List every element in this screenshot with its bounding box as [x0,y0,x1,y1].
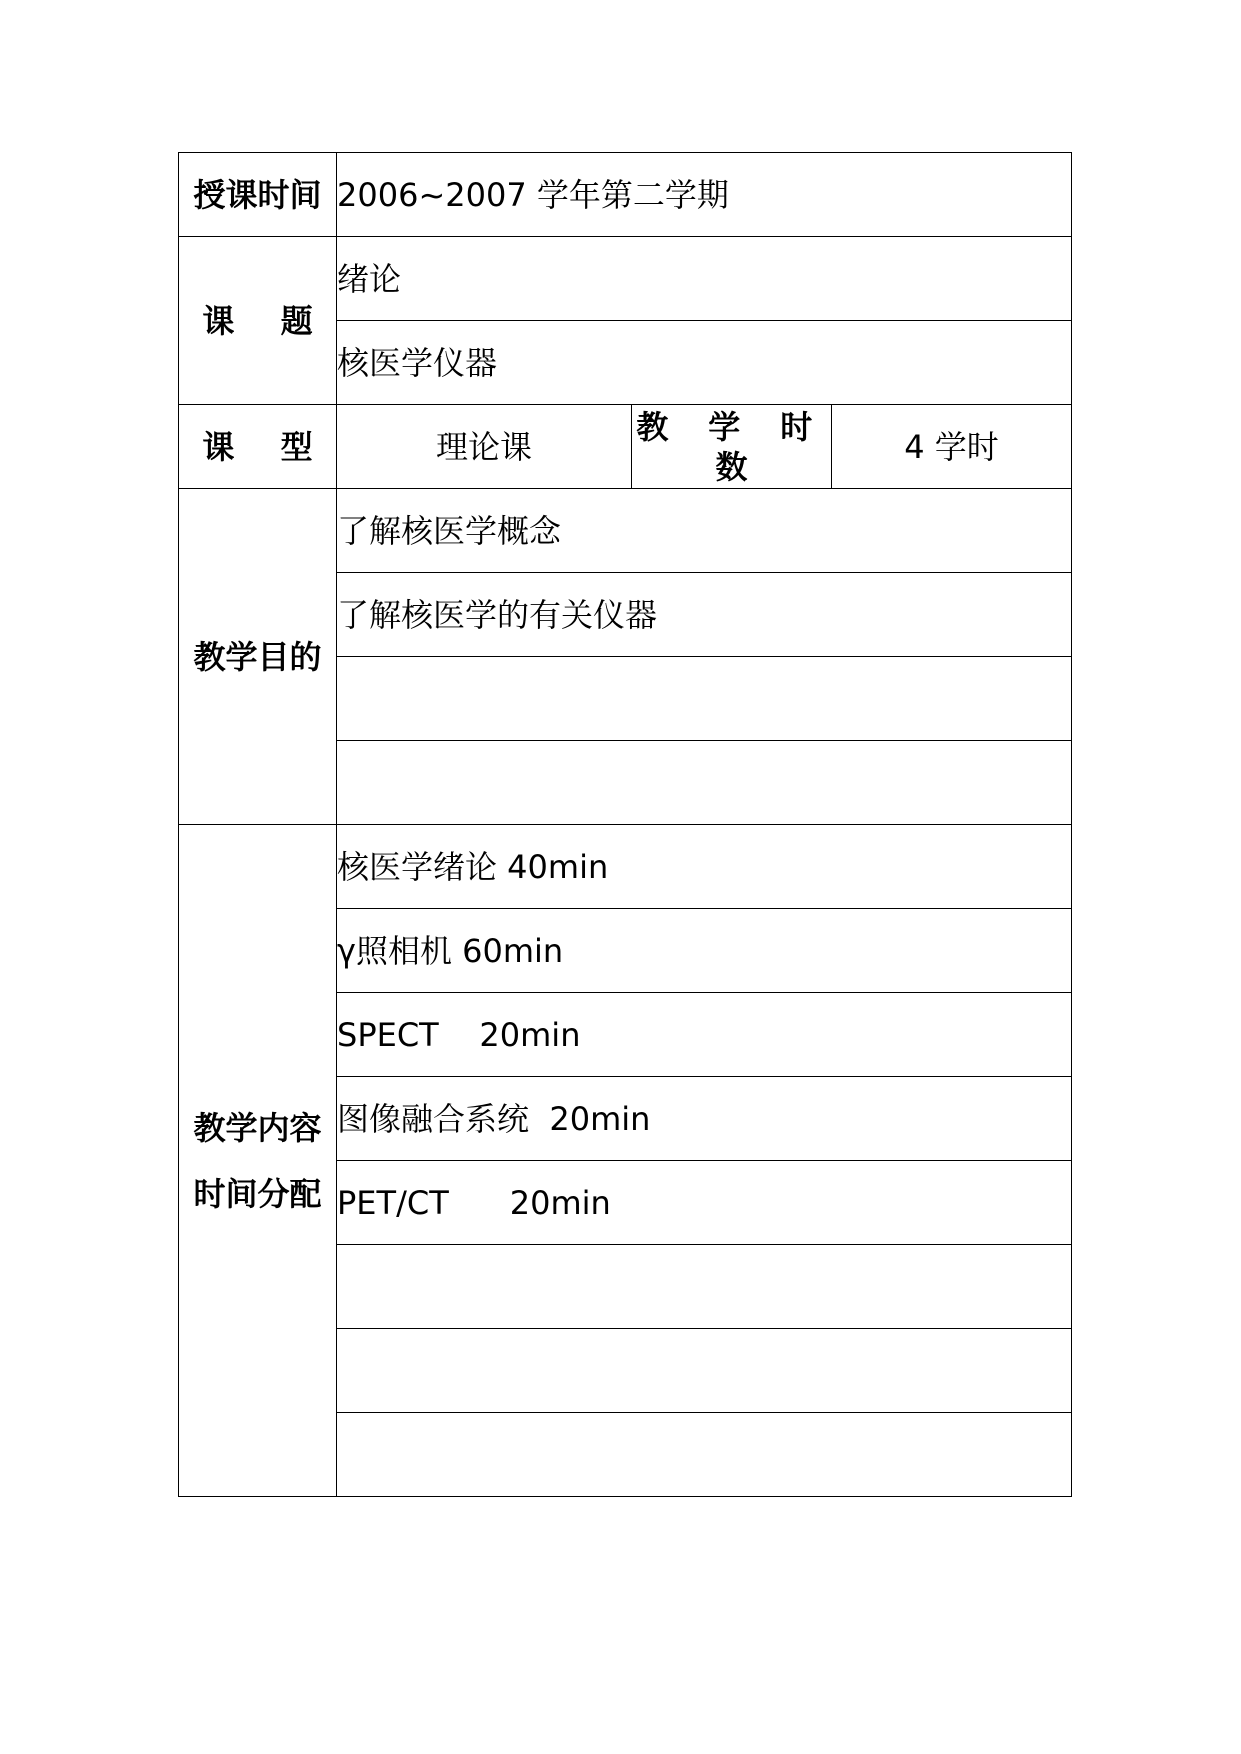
row-schedule [179,153,1072,237]
row-content [179,825,1072,909]
content-item: SPECT 20min [337,993,1072,1077]
schedule-value: 2006~2007 学年第二学期 [337,153,1072,237]
content-item: γ照相机 60min [337,909,1072,993]
objective-item [337,657,1072,741]
topic-label: 课 题 [179,237,337,405]
objective-item: 了解核医学概念 [337,489,1072,573]
content-item [337,1413,1072,1497]
teaching-hours-label: 教 学 时 数 [632,405,832,489]
lesson-plan-table [178,152,1072,1497]
lesson-type-label: 课 型 [179,405,337,489]
objectives-label: 教学目的 [179,489,337,825]
content-label-line1: 教学内容 [193,1108,322,1147]
content-label-line2: 时间分配 [193,1174,322,1213]
objective-item: 了解核医学的有关仪器 [337,573,1072,657]
content-item: 图像融合系统 20min [337,1077,1072,1161]
row-objective [179,489,1072,573]
teaching-hours-value: 4 学时 [832,405,1072,489]
content-item [337,1245,1072,1329]
topic-item: 绪论 [337,237,1072,321]
lesson-type-value: 理论课 [337,405,632,489]
content-item: 核医学绪论 40min [337,825,1072,909]
content-item: PET/CT 20min [337,1161,1072,1245]
schedule-label: 授课时间 [179,153,337,237]
content-item [337,1329,1072,1413]
topic-item: 核医学仪器 [337,321,1072,405]
objective-item [337,741,1072,825]
row-lesson-type [179,405,1072,489]
content-label [179,825,337,1497]
row-topic-1 [179,237,1072,321]
